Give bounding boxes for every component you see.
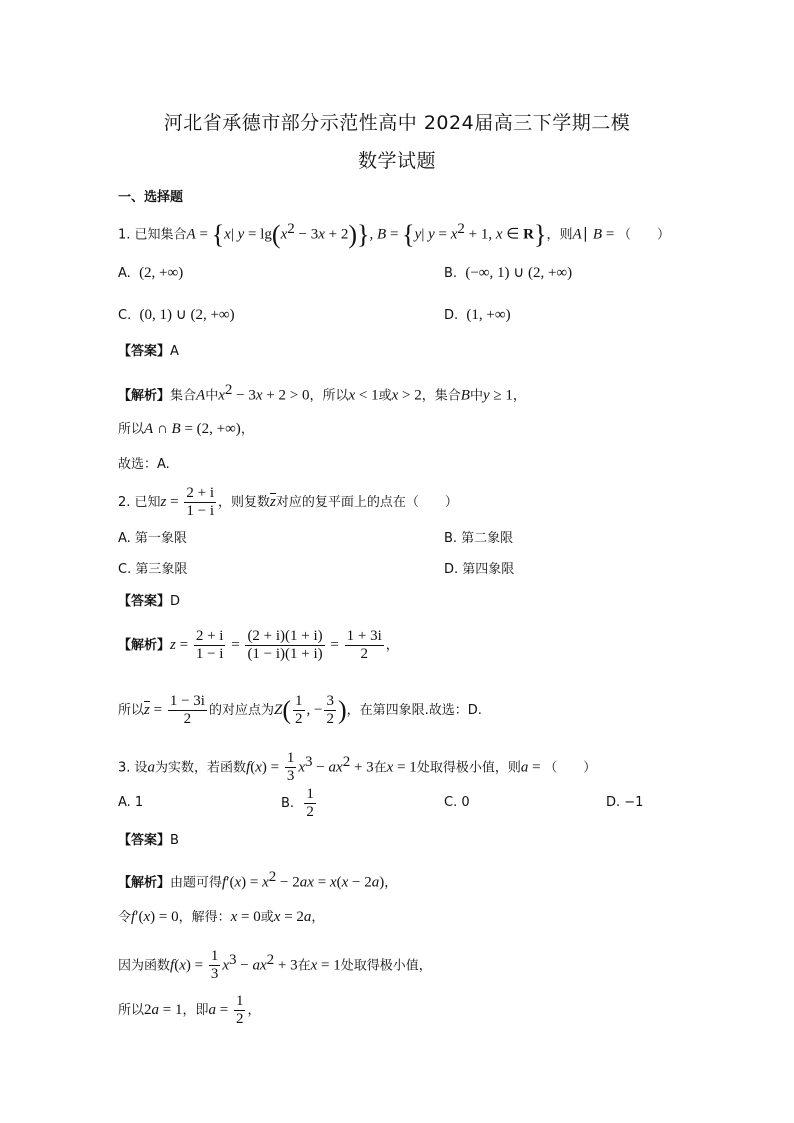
- q1-analysis-line2: 所以A ∩ B = (2, +∞)，: [118, 421, 254, 437]
- q2-option-c: C. 第三象限: [118, 562, 188, 577]
- page-title: 河北省承德市部分示范性高中 2024届高三下学期二模: [163, 112, 631, 134]
- page-subtitle: 数学试题: [357, 150, 436, 172]
- q3-analysis-line2: 令f′(x) = 0，解得：x = 0或x = 2a，: [118, 909, 325, 925]
- q3-option-a: A. 1: [118, 795, 144, 810]
- q1-option-a: A. (2, +∞): [118, 265, 184, 281]
- q3-option-d: D. −1: [606, 795, 644, 810]
- q1-analysis-line1: 【解析】集合A中$x^2 - 3x + 2 > 0$，所以x < 1或x > 2，集合B中y ≥ 1，: [118, 382, 526, 404]
- q2-option-d: D. 第四象限: [444, 562, 515, 577]
- q1-option-d: D. (1, +∞): [444, 307, 511, 323]
- section-heading: 一、选择题: [118, 190, 184, 205]
- q3-analysis-line1: 【解析】由题可得$f'(x) = x^2 - 2ax = x(x - 2a)$，: [118, 869, 398, 891]
- q2-analysis-line2: 所以$\overline{z}$ = $\frac{1 - 3i}{2}$ 的对应点为Z( $\frac{1}{2}$ , − $\frac{3}{2}$ )，在第四象限.故选：D.: [118, 693, 482, 727]
- q2-option-a: A. 第一象限: [118, 531, 187, 546]
- q2-stem: 2. 已知z = $\frac{2 + i}{1 - i}$ ，则复数$\overline{z}$对应的复平面上的点在（ ）: [118, 485, 458, 519]
- q3-stem: 3. 设a为实数，若函数f(x) = $\frac{1}{3}$ $x^3 - ax^2 + 3$在x = 1处取得极小值，则a = （ ）: [118, 750, 597, 785]
- q3-option-c: C. 0: [444, 795, 470, 810]
- q1-option-b: B. (−∞, 1) ∪ (2, +∞): [444, 265, 573, 281]
- q3-option-b: B. $\frac{1}{2}$: [281, 786, 314, 820]
- q2-option-b: B. 第二象限: [444, 531, 514, 546]
- q1-option-c: C. (0, 1) ∪ (2, +∞): [118, 307, 235, 323]
- q3-analysis-line4: 所以2a = 1，即a = $\frac{1}{2}$ ，: [118, 993, 261, 1027]
- q2-analysis-line1: 【解析】z = $\frac{2 + i}{1 - i}$ = $\frac{(2 + i)(1 + i)}{(1 - i)(1 + i)}$ = $\frac{1 + 3i}{2}$ ，: [118, 628, 399, 662]
- q1-answer: 【答案】A: [118, 344, 179, 359]
- q3-answer: 【答案】B: [118, 833, 179, 848]
- q1-stem: 1. 已知集合A = {x| $y = \lg(x^2 - 3x + 2)$}, B = {y| $y = x^2 + 1$, x ∈ R}，则A∣ B = （ ）: [118, 219, 671, 249]
- q3-analysis-line3: 因为函数f(x) = $\frac{1}{3}$ $x^3 - ax^2 + 3$在x = 1处取得极小值，: [118, 948, 432, 983]
- q2-answer: 【答案】D: [118, 594, 181, 609]
- q1-analysis-line3: 故选：A.: [118, 457, 170, 472]
